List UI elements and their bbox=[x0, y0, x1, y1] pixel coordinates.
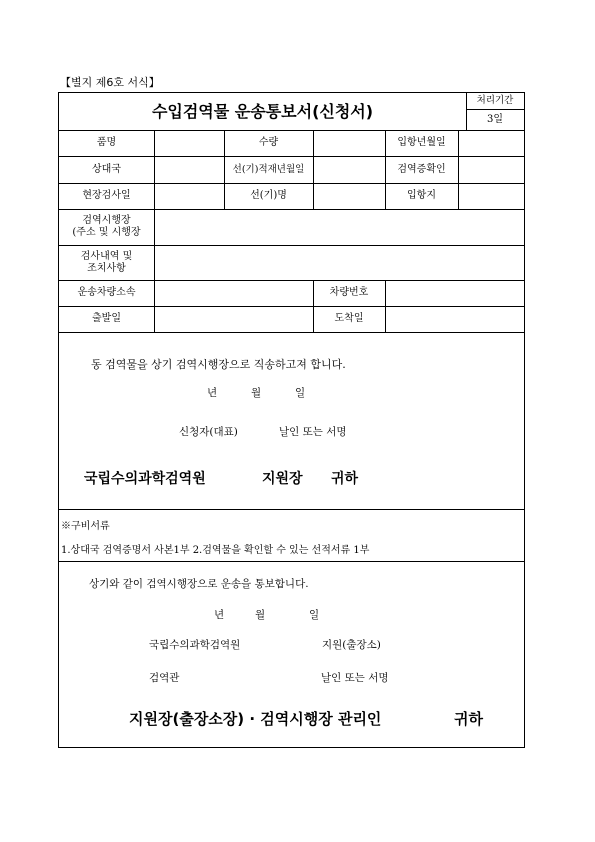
notice-honorific: 귀하 bbox=[454, 710, 483, 728]
quantity-label: 수량 bbox=[258, 137, 279, 148]
notice-year: 년 bbox=[214, 609, 225, 621]
inspection-date-label: 현장검사일 bbox=[82, 190, 131, 201]
loading-date-field[interactable] bbox=[314, 156, 385, 183]
required-documents-heading: ※구비서류 bbox=[61, 521, 110, 532]
arrival-day-label: 도착일 bbox=[334, 313, 364, 324]
origin-country-field[interactable] bbox=[155, 156, 224, 183]
notice-addressee: 지원장(출장소장) · 검역시행장 관리인 bbox=[129, 710, 382, 728]
inspection-date-field[interactable] bbox=[155, 183, 224, 209]
facility-label bbox=[59, 209, 154, 245]
vehicle-owner-label: 운송차량소속 bbox=[77, 287, 136, 298]
notice-statement: 상기와 같이 검역시행장으로 운송을 통보합니다. bbox=[89, 578, 309, 590]
required-documents-list: 1.상대국 검역증명서 사본1부 2.검역물을 확인할 수 있는 선적서류 1부 bbox=[61, 545, 370, 556]
origin-country-label: 상대국 bbox=[92, 163, 121, 175]
application-year: 년 bbox=[207, 387, 218, 399]
application-addressee-org: 국립수의과학검역원 bbox=[84, 471, 206, 487]
divider bbox=[59, 332, 524, 333]
application-day: 일 bbox=[295, 387, 306, 399]
arrival-day-field[interactable] bbox=[386, 306, 524, 332]
processing-period-label: 처리기간 bbox=[476, 95, 514, 106]
item-name-field[interactable] bbox=[155, 130, 224, 156]
vehicle-number-label: 차량번호 bbox=[329, 287, 369, 298]
certificate-check-field[interactable] bbox=[459, 156, 524, 183]
inspection-result-line1: 검사내역 및 bbox=[80, 250, 133, 262]
arrival-date-field[interactable] bbox=[459, 130, 524, 156]
applicant-label: 신청자(대표) bbox=[179, 426, 238, 438]
inspector-sign-label[interactable]: 날인 또는 서명 bbox=[321, 672, 389, 684]
application-honorific: 귀하 bbox=[331, 471, 359, 487]
certificate-check-label: 검역증확인 bbox=[397, 163, 446, 175]
processing-period-value: 3일 bbox=[486, 113, 504, 125]
form-sheet bbox=[58, 92, 525, 748]
form-title: 수입검역물 운송통보서(신청서) bbox=[151, 101, 374, 121]
inspection-result-label bbox=[59, 245, 154, 280]
notice-day: 일 bbox=[309, 609, 320, 621]
divider bbox=[59, 561, 524, 562]
inspector-label: 검역관 bbox=[149, 672, 180, 684]
inspection-result-line2: 조치사항 bbox=[87, 262, 126, 274]
vehicle-number-field[interactable] bbox=[386, 280, 524, 306]
port-label: 입항지 bbox=[407, 190, 436, 201]
quantity-field[interactable] bbox=[314, 130, 385, 156]
vessel-name-label: 선(기)명 bbox=[250, 190, 287, 201]
arrival-date-label: 입항년월일 bbox=[397, 137, 446, 148]
loading-date-label: 선(기)적재년월일 bbox=[232, 163, 305, 175]
application-statement: 동 검역물을 상기 검역시행장으로 직송하고져 합니다. bbox=[91, 358, 346, 371]
vessel-name-field[interactable] bbox=[314, 183, 385, 209]
vehicle-owner-field[interactable] bbox=[155, 280, 313, 306]
port-field[interactable] bbox=[459, 183, 524, 209]
application-addressee-role: 지원장 bbox=[262, 471, 303, 487]
divider bbox=[59, 509, 524, 510]
facility-field[interactable] bbox=[155, 209, 524, 245]
departure-date-label: 출발일 bbox=[92, 313, 121, 324]
form-number-label: 【별지 제6호 서식】 bbox=[60, 76, 160, 89]
application-month: 월 bbox=[251, 387, 262, 399]
applicant-sign-label[interactable]: 날인 또는 서명 bbox=[279, 426, 347, 438]
notice-org: 국립수의과학검역원 bbox=[149, 639, 241, 651]
facility-label-line2: (주소 및 시행장 bbox=[72, 227, 141, 238]
notice-month: 월 bbox=[255, 609, 266, 621]
inspection-result-field[interactable] bbox=[155, 245, 524, 280]
departure-date-field[interactable] bbox=[155, 306, 313, 332]
facility-label-line1: 검역시행장 bbox=[82, 215, 131, 226]
item-name-label: 품명 bbox=[96, 137, 117, 148]
notice-branch: 지원(출장소) bbox=[322, 639, 381, 651]
